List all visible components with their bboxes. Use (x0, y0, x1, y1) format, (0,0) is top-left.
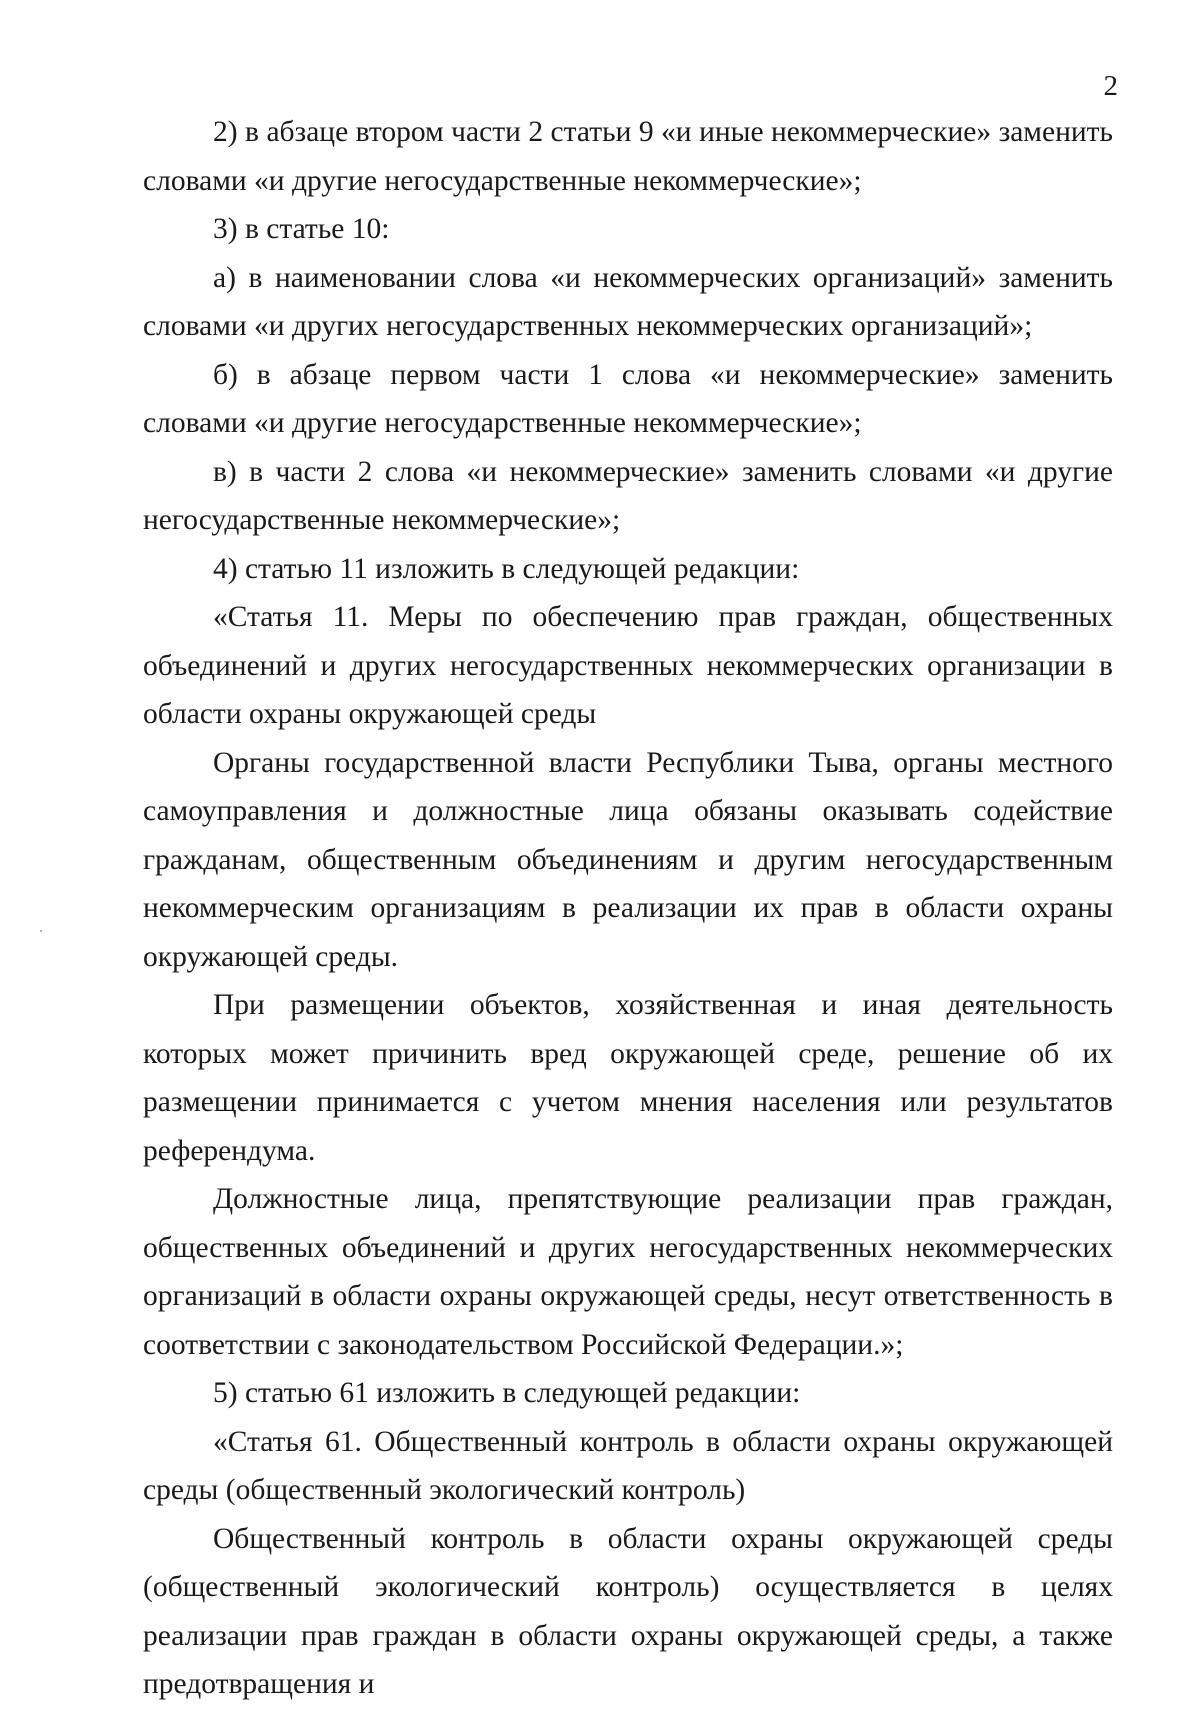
article-11-paragraph-1: Органы государственной власти Республики Тыва, органы местного самоуправления и должностные лица обязаны оказывать содействие гражданам, общественным объединениям и другим негосударственным некоммерческим организациям в реализации их прав в области охраны окружающей среды. (143, 746, 1113, 973)
scan-speck (40, 930, 42, 932)
paragraph-item-4: 4) статью 11 изложить в следующей редакции: (213, 552, 800, 585)
paragraph-item-5: 5) статью 61 изложить в следующей редакции: (213, 1377, 801, 1409)
article-61-heading: «Статья 61. Общественный контроль в области охраны окружающей среды (общественный экологический контроль) (143, 1425, 1113, 1506)
article-61-paragraph-1: Общественный контроль в области охраны окружающей среды (общественный экологический контроль) осуществляется в целях реализации прав граждан в области охраны окружающей среды, а также предотвращения и (143, 1522, 1113, 1700)
paragraph-subitem-v: в) в части 2 слова «и некоммерческие» заменить словами «и другие негосударственные некоммерческие»; (143, 455, 1113, 536)
page-number: 2 (1103, 70, 1118, 102)
paragraph-subitem-b: б) в абзаце первом части 1 слова «и некоммерческие» заменить словами «и другие негосударственные некоммерческие»; (143, 358, 1113, 439)
paragraph-item-3: 3) в статье 10: (213, 213, 390, 245)
paragraph-subitem-a: а) в наименовании слова «и некоммерческих организаций» заменить словами «и других негосударственных некоммерческих организаций»; (143, 261, 1113, 342)
document-body (143, 108, 1113, 1709)
article-11-paragraph-3: Должностные лица, препятствующие реализации прав граждан, общественных объединений и других негосударственных некоммерческих организаций в области охраны окружающей среды, несут ответственность в соответствии с законодательством Российской Федерации.»; (143, 1183, 1113, 1361)
paragraph-item-2: 2) в абзаце втором части 2 статьи 9 «и иные некоммерческие» заменить словами «и другие негосударственные некоммерческие»; (143, 116, 1113, 197)
article-11-heading: «Статья 11. Меры по обеспечению прав граждан, общественных объединений и других негосударственных некоммерческих организации в области охраны окружающей среды (143, 601, 1113, 730)
article-11-paragraph-2: При размещении объектов, хозяйственная и иная деятельность которых может причинить вред окружающей среде, решение об их размещении принимается с учетом мнения населения или результатов референдума. (143, 989, 1113, 1167)
